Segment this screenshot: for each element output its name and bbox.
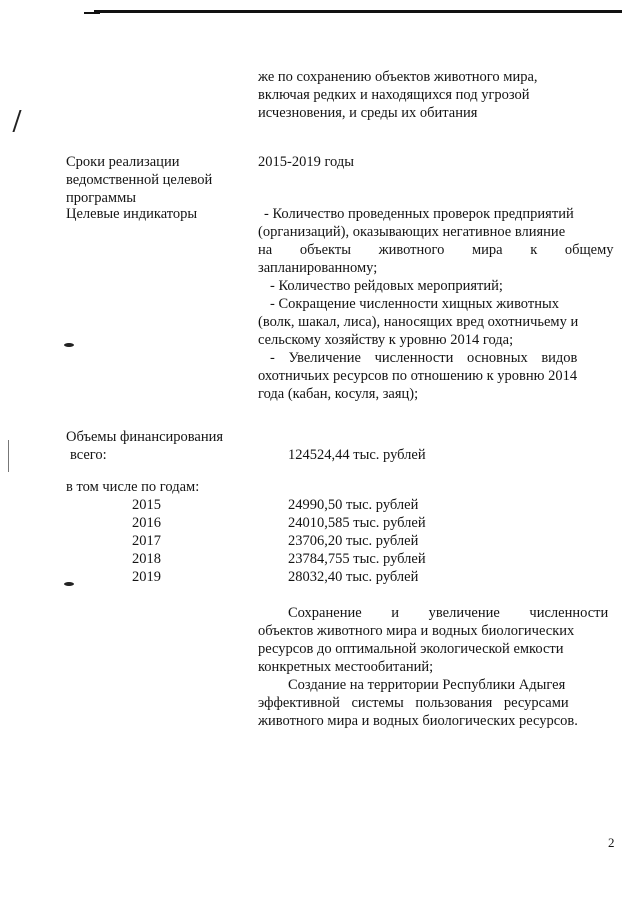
scan-border-top [94,10,622,13]
terms-label-line-2: ведомственной целевой [66,172,213,188]
terms-label-line-3: программы [66,190,136,206]
funding-year: 2015 [132,497,161,513]
indicator-line: запланированному; [258,260,378,276]
scan-border-top-left [84,12,100,14]
indicator-line: сельскому хозяйству к уровню 2014 года; [258,332,514,348]
funding-amount: 24010,585 тыс. рублей [288,515,426,531]
result-line: конкретных местообитаний; [258,659,434,675]
result-line: эффективной системы пользования ресурсами [258,695,569,711]
scan-mark [64,343,74,347]
funding-amount: 28032,40 тыс. рублей [288,569,419,585]
terms-value: 2015-2019 годы [258,154,354,170]
intro-line-3: исчезновения, и среды их обитания [258,105,478,121]
terms-label-line-1: Сроки реализации [66,154,180,170]
indicator-line: охотничьих ресурсов по отношению к уровню 2014 [258,368,578,384]
funding-by-year-label: в том числе по годам: [66,479,200,495]
funding-amount: 23706,20 тыс. рублей [288,533,419,549]
intro-line-2: включая редких и находящихся под угрозой [258,87,530,103]
indicator-line: года (кабан, косуля, заяц); [258,386,419,402]
scan-mark [8,440,9,472]
indicator-line: - Сокращение численности хищных животных [270,296,559,312]
funding-total-value: 124524,44 тыс. рублей [288,447,426,463]
scan-mark [64,582,74,586]
indicator-line: - Количество проведенных проверок предприятий [264,206,574,222]
result-line: Сохранение и увеличение численности [288,605,609,621]
funding-label: Объемы финансирования [66,429,224,445]
funding-amount: 24990,50 тыс. рублей [288,497,419,513]
result-line: объектов животного мира и водных биологических [258,623,575,639]
indicator-line: на объекты животного мира к общему [258,242,614,258]
result-line: ресурсов до оптимальной экологической емкости [258,641,564,657]
result-line: животного мира и водных биологических ресурсов. [258,713,578,729]
indicators-label: Целевые индикаторы [66,206,198,222]
indicator-line: - Увеличение численности основных видов [270,350,578,366]
page-number: 2 [608,835,615,850]
indicator-line: - Количество рейдовых мероприятий; [270,278,503,294]
intro-line-1: же по сохранению объектов животного мира, [258,69,538,85]
funding-year: 2019 [132,569,161,585]
scan-mark [12,110,27,132]
funding-total-label: всего: [70,447,107,463]
funding-year: 2017 [132,533,161,549]
funding-year: 2018 [132,551,161,567]
indicator-line: (волк, шакал, лиса), наносящих вред охотничьему и [258,314,579,330]
indicator-line: (организаций), оказывающих негативное влияние [258,224,566,240]
result-line: Создание на территории Республики Адыгея [288,677,566,693]
funding-amount: 23784,755 тыс. рублей [288,551,426,567]
funding-year: 2016 [132,515,161,531]
